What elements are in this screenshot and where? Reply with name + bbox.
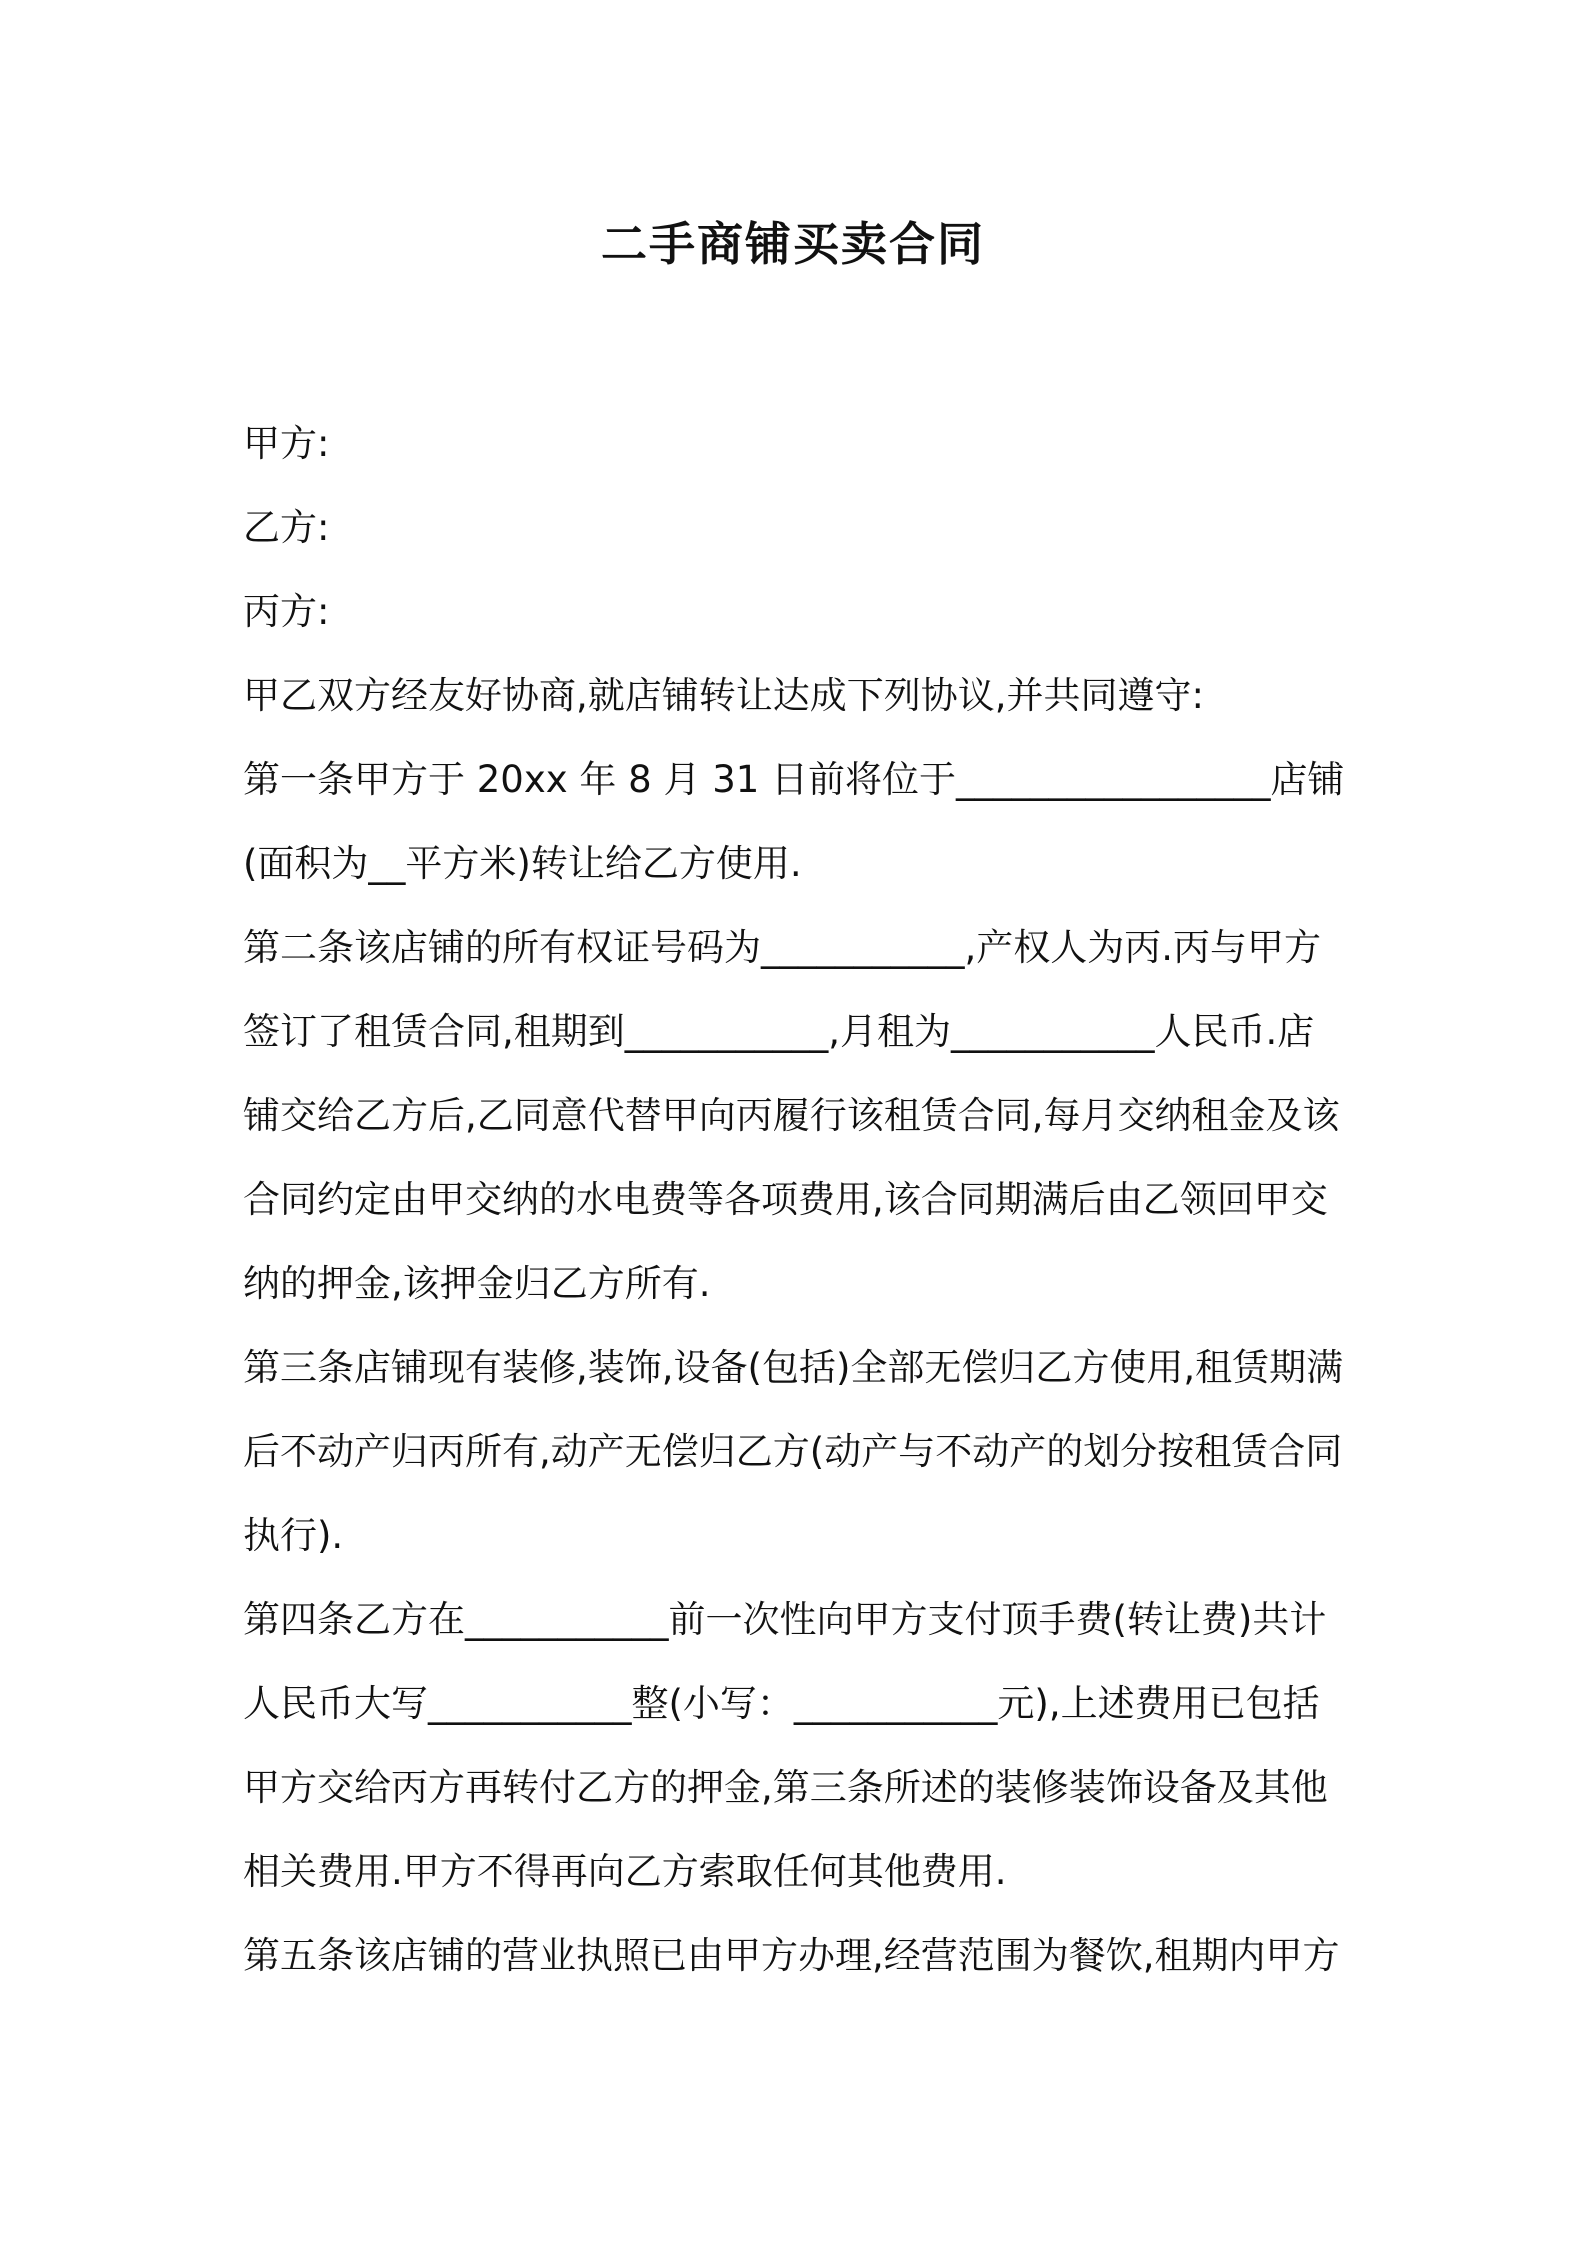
article-2-line-5: 纳的押金,该押金归乙方所有. — [243, 1262, 711, 1305]
article-1-line-2: (面积为__平方米)转让给乙方使用. — [243, 842, 802, 885]
article-3-line-3: 执行). — [243, 1514, 344, 1557]
contract-body — [243, 402, 1358, 1998]
article-2-line-3: 铺交给乙方后,乙同意代替甲向丙履行该租赁合同,每月交纳租金及该 — [243, 1094, 1340, 1137]
party-a-line: 甲方: — [243, 422, 330, 465]
article-5-line-1: 第五条该店铺的营业执照已由甲方办理,经营范围为餐饮,租期内甲方 — [243, 1934, 1340, 1977]
article-2-line-2: 签订了租赁合同,租期到___________,月租为___________人民币.店 — [243, 1010, 1315, 1053]
article-1-line-1: 第一条甲方于 20xx 年 8 月 31 日前将位于_________________店铺 — [243, 758, 1345, 801]
article-4-line-3: 甲方交给丙方再转付乙方的押金,第三条所述的装修装饰设备及其他 — [243, 1766, 1328, 1809]
article-2-line-1: 第二条该店铺的所有权证号码为___________,产权人为丙.丙与甲方 — [243, 926, 1322, 969]
article-3-line-2: 后不动产归丙所有,动产无偿归乙方(动产与不动产的划分按租赁合同 — [243, 1430, 1343, 1473]
article-4-line-4: 相关费用.甲方不得再向乙方索取任何其他费用. — [243, 1850, 1007, 1893]
article-4-line-2: 人民币大写___________整(小写：___________元),上述费用已包括 — [243, 1682, 1320, 1725]
party-b-line: 乙方: — [243, 506, 330, 549]
article-2-line-4: 合同约定由甲交纳的水电费等各项费用,该合同期满后由乙领回甲交 — [243, 1178, 1328, 1221]
document-title: 二手商铺买卖合同 — [601, 217, 985, 271]
agreement-intro: 甲乙双方经友好协商,就店铺转让达成下列协议,并共同遵守: — [243, 674, 1204, 717]
party-c-line: 丙方: — [243, 590, 330, 633]
article-4-line-1: 第四条乙方在___________前一次性向甲方支付顶手费(转让费)共计 — [243, 1598, 1327, 1641]
article-3-line-1: 第三条店铺现有装修,装饰,设备(包括)全部无偿归乙方使用,租赁期满 — [243, 1346, 1344, 1389]
